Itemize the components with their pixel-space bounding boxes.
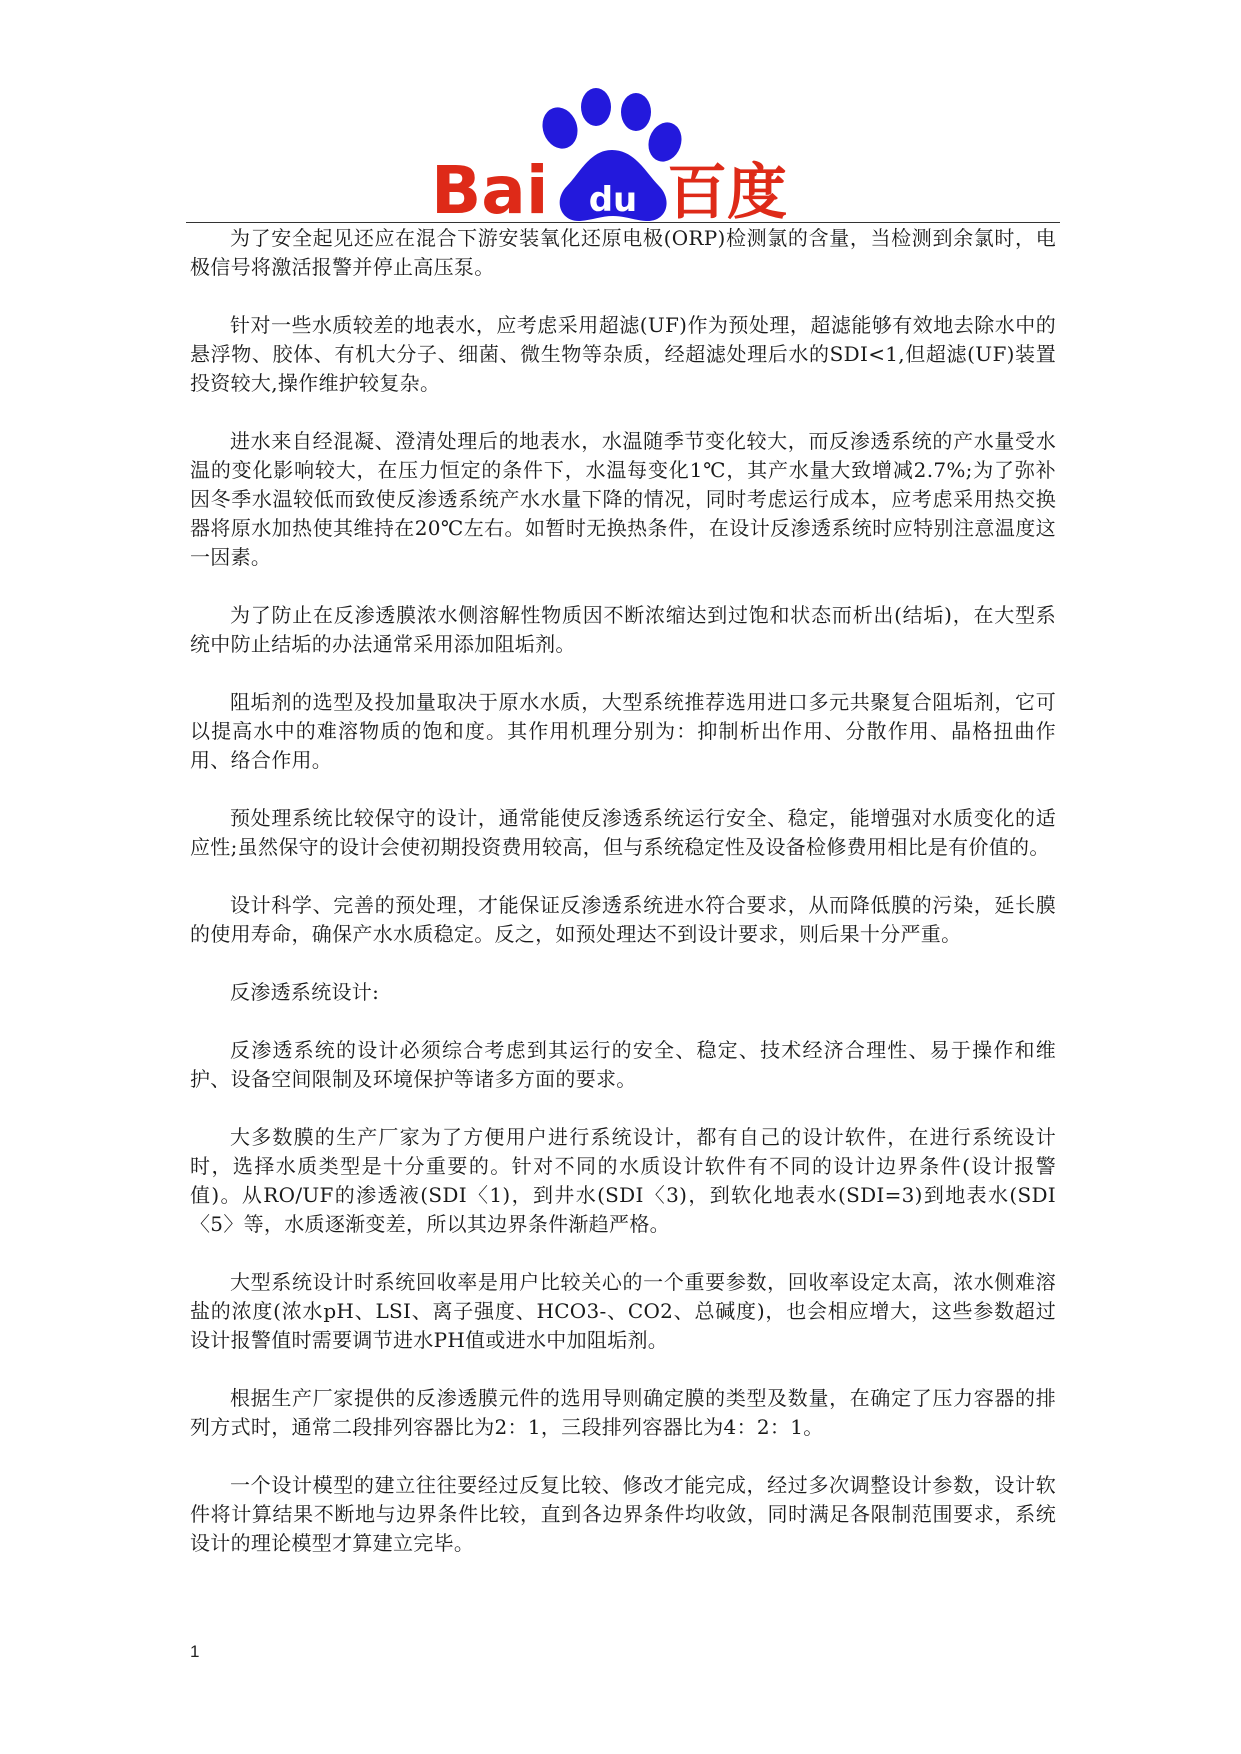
paragraph: 预处理系统比较保守的设计，通常能使反渗透系统运行安全、稳定，能增强对水质变化的适应性;虽然保守的设计会使初期投资费用较高，但与系统稳定性及设备检修费用相比是有价值的。	[190, 806, 1056, 859]
header-divider	[186, 222, 1060, 223]
page-number: 1	[190, 1642, 200, 1661]
baidu-logo	[415, 88, 835, 223]
paragraph: 针对一些水质较差的地表水，应考虑采用超滤(UF)作为预处理，超滤能够有效地去除水中的悬浮物、胶体、有机大分子、细菌、微生物等杂质，经超滤处理后水的SDI<1,但超滤(UF)装置投资较大,操作维护较复杂。	[190, 313, 1056, 395]
logo-text-paw: du	[588, 180, 638, 220]
paragraph: 大型系统设计时系统回收率是用户比较关心的一个重要参数，回收率设定太高，浓水侧难溶盐的浓度(浓水pH、LSI、离子强度、HCO3-、CO2、总碱度)，也会相应增大，这些参数超过设计报警值时需要调节进水PH值或进水中加阻垢剂。	[190, 1270, 1056, 1352]
baidu-paw-logo-icon	[415, 88, 835, 223]
paragraph: 为了安全起见还应在混合下游安装氧化还原电极(ORP)检测氯的含量，当检测到余氯时，电极信号将激活报警并停止高压泵。	[190, 226, 1056, 279]
logo-text-left: Bai	[431, 152, 549, 223]
paragraph: 为了防止在反渗透膜浓水侧溶解性物质因不断浓缩达到过饱和状态而析出(结垢)，在大型系统中防止结垢的办法通常采用添加阻垢剂。	[190, 603, 1056, 656]
paragraph: 反渗透系统的设计必须综合考虑到其运行的安全、稳定、技术经济合理性、易于操作和维护、设备空间限制及环境保护等诸多方面的要求。	[190, 1038, 1056, 1091]
document-body	[190, 224, 1056, 1587]
paragraph: 设计科学、完善的预处理，才能保证反渗透系统进水符合要求，从而降低膜的污染，延长膜的使用寿命，确保产水水质稳定。反之，如预处理达不到设计要求，则后果十分严重。	[190, 893, 1056, 946]
section-heading: 反渗透系统设计:	[230, 980, 380, 1004]
logo-text-right: 百度	[667, 158, 787, 223]
paragraph: 根据生产厂家提供的反渗透膜元件的选用导则确定膜的类型及数量，在确定了压力容器的排列方式时，通常二段排列容器比为2：1，三段排列容器比为4：2：1。	[190, 1386, 1056, 1439]
paragraph: 阻垢剂的选型及投加量取决于原水水质，大型系统推荐选用进口多元共聚复合阻垢剂，它可以提高水中的难溶物质的饱和度。其作用机理分别为：抑制析出作用、分散作用、晶格扭曲作用、络合作用。	[190, 690, 1056, 772]
paragraph: 进水来自经混凝、澄清处理后的地表水，水温随季节变化较大，而反渗透系统的产水量受水温的变化影响较大，在压力恒定的条件下，水温每变化1℃，其产水量大致增减2.7%;为了弥补因冬季水温较低而致使反渗透系统产水水量下降的情况，同时考虑运行成本，应考虑采用热交换器将原水加热使其维持在20℃左右。如暂时无换热条件，在设计反渗透系统时应特别注意温度这一因素。	[190, 429, 1056, 569]
paragraph: 大多数膜的生产厂家为了方便用户进行系统设计，都有自己的设计软件，在进行系统设计时，选择水质类型是十分重要的。针对不同的水质设计软件有不同的设计边界条件(设计报警值)。从RO/UF的渗透液(SDI〈1)，到井水(SDI〈3)，到软化地表水(SDI=3)到地表水(SDI〈5〉等，水质逐渐变差，所以其边界条件渐趋严格。	[190, 1125, 1056, 1236]
paragraph: 一个设计模型的建立往往要经过反复比较、修改才能完成，经过多次调整设计参数，设计软件将计算结果不断地与边界条件比较，直到各边界条件均收敛，同时满足各限制范围要求，系统设计的理论模型才算建立完毕。	[190, 1473, 1056, 1555]
